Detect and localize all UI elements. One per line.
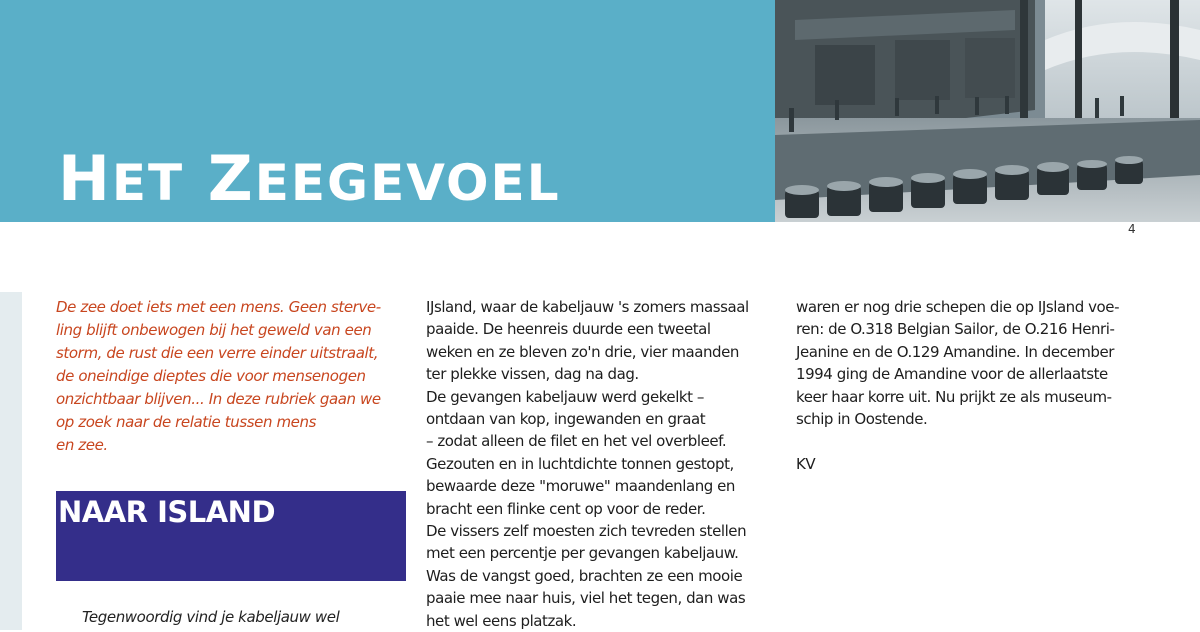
intro-line: en zee. (56, 436, 108, 454)
body-line: De gevangen kabeljauw werd gekelkt – (426, 387, 704, 406)
body-line: De vissers zelf moesten zich tevreden stellen (426, 522, 747, 541)
body-line: ren: de O.318 Belgian Sailor, de O.216 Henri- (796, 320, 1115, 339)
title-initial-z: Z (207, 142, 255, 215)
intro-line: op zoek naar de relatie tussen mens (56, 413, 317, 431)
body-line: paaide. De heenreis duurde een tweetal (426, 320, 711, 339)
body-line: bewaarde deze "moruwe" maandenlang en (426, 477, 735, 496)
body-line: met een percentje per gevangen kabeljauw. (426, 544, 739, 563)
body-line: – zodat alleen de filet en het vel overbleef. (426, 432, 727, 451)
fish-market-photo (775, 0, 1200, 222)
left-margin-band (0, 292, 22, 630)
body-line: Was de vangst goed, brachten ze een mooie (426, 566, 743, 585)
body-line: keer haar korre uit. Nu prijkt ze als museum- (796, 387, 1112, 406)
body-column-3 (796, 296, 1156, 475)
page-marker: 4 (1128, 222, 1136, 236)
title-word-rest-1: ET (111, 154, 185, 212)
body-line: Jeanine en de O.129 Amandine. In december (796, 342, 1114, 361)
body-line: ter plekke vissen, dag na dag. (426, 365, 639, 384)
body-line: schip in Oostende. (796, 410, 928, 429)
intro-paragraph (56, 296, 406, 457)
intro-line: De zee doet iets met een mens. Geen sterve- (56, 298, 381, 316)
intro-line: onzichtbaar blijven... In deze rubriek gaan we (56, 390, 381, 408)
body-line: 1994 ging de Amandine voor de allerlaatste (796, 365, 1108, 384)
section-title: NAAR ISLAND (58, 495, 276, 529)
body-line: weken en ze bleven zo'n drie, vier maanden (426, 342, 739, 361)
body-column-2 (426, 296, 781, 632)
body-line: waren er nog drie schepen die op IJsland voe- (796, 298, 1120, 316)
photo-illustration (775, 0, 1200, 222)
section-heading-box (56, 491, 406, 581)
author-initials: KV (796, 454, 816, 473)
intro-line: ling blijft onbewogen bij het geweld van een (56, 321, 372, 339)
body-line: IJsland, waar de kabeljauw 's zomers massaal (426, 298, 749, 316)
title-banner (0, 0, 775, 222)
intro-line: de oneindige dieptes die voor mensenogen (56, 367, 366, 385)
body-line: bracht een flinke cent op voor de reder. (426, 499, 706, 518)
body-line: Gezouten en in luchtdichte tonnen gestopt, (426, 454, 734, 473)
body-line: paaie mee naar huis, viel het tegen, dan was (426, 589, 746, 608)
body-line-blank (796, 430, 1156, 452)
section-teaser: Tegenwoordig vind je kabeljauw wel (82, 608, 340, 626)
intro-line: storm, de rust die een verre einder uitstraalt, (56, 344, 379, 362)
body-line: ontdaan van kop, ingewanden en graat (426, 410, 706, 429)
title-word-rest-2: EEGEVOEL (254, 154, 561, 212)
page-title (58, 142, 561, 215)
body-line: het wel eens platzak. (426, 611, 577, 630)
title-initial-h: H (58, 142, 112, 215)
